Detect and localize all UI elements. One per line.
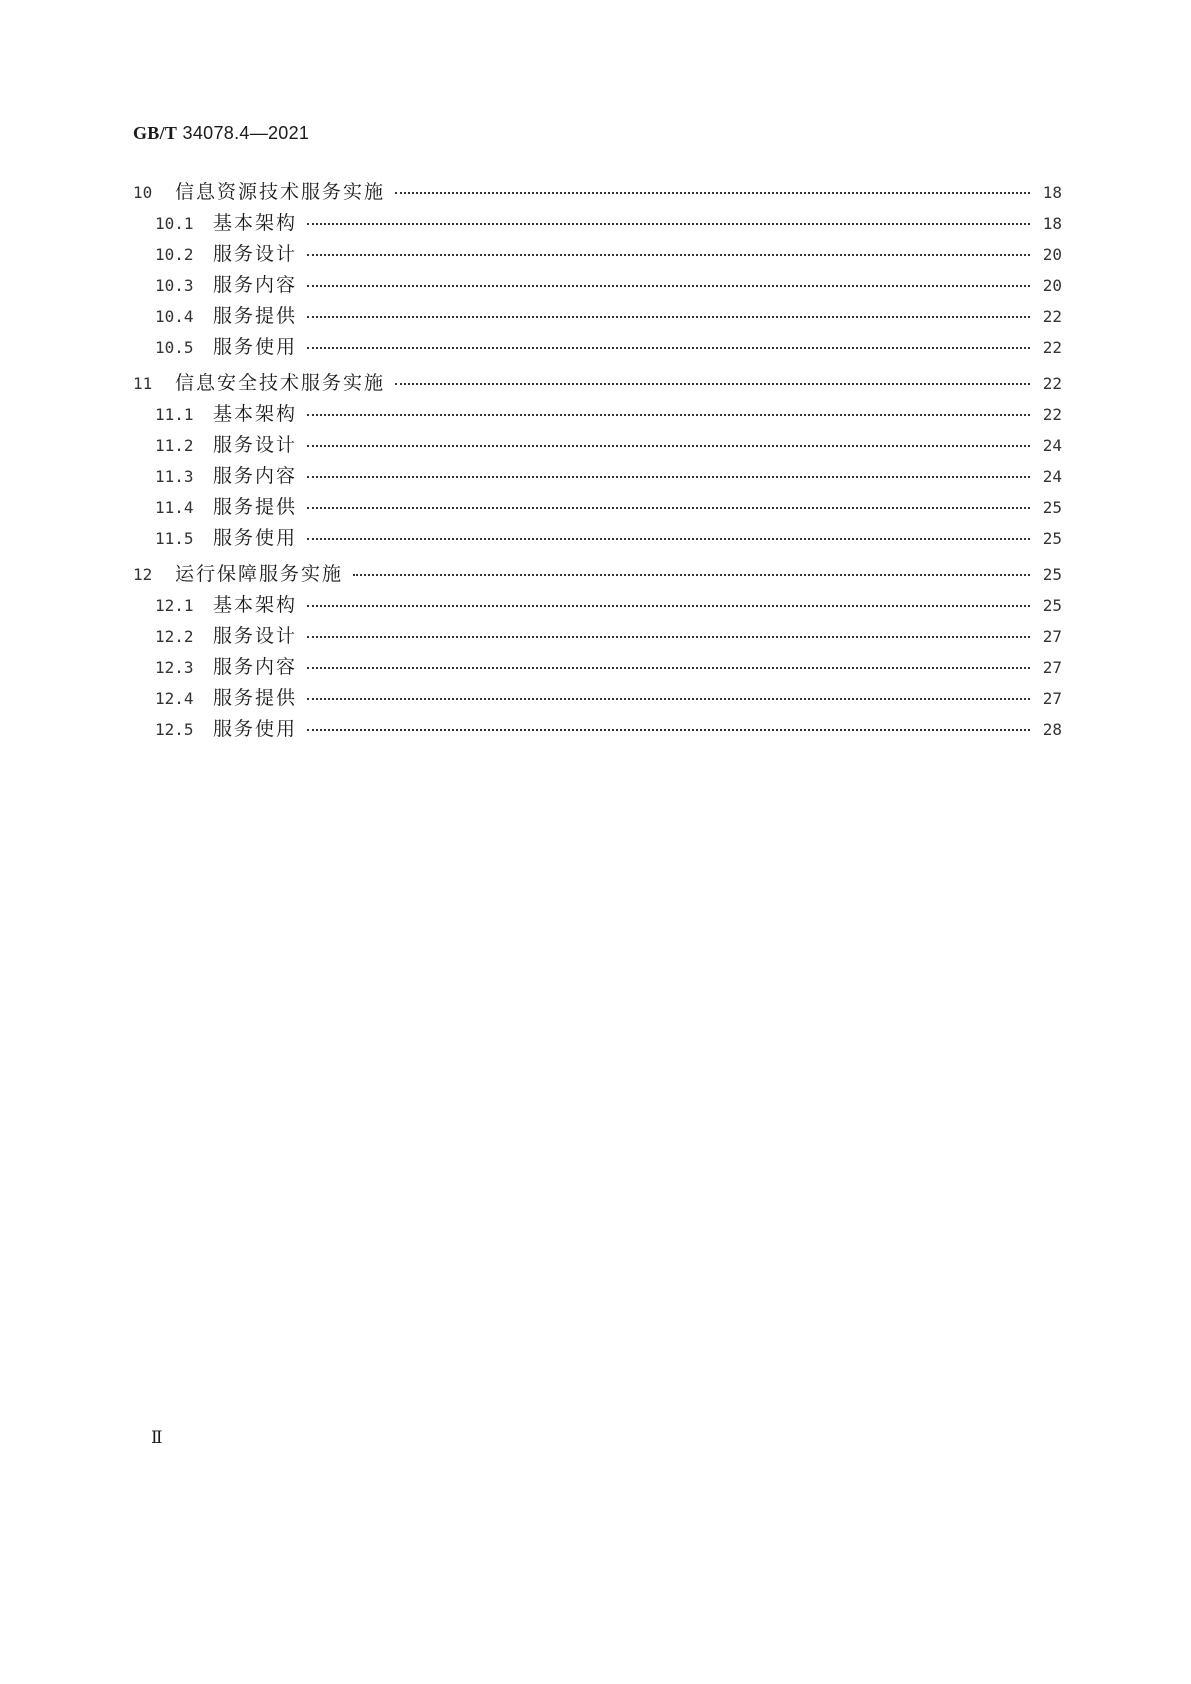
toc-dot-leader [307,667,1030,669]
page-number: Ⅱ [151,1428,163,1448]
toc-entry-page: 22 [1042,307,1062,326]
toc-dot-leader [307,538,1030,540]
toc-entry-title: 信息资源技术服务实施 [175,181,386,203]
toc-dot-leader [307,476,1030,478]
toc-dot-leader [353,574,1030,576]
toc-dot-leader [395,383,1030,385]
toc-dot-leader [307,729,1030,731]
toc-section-entry[interactable] [133,714,1062,745]
toc-entry-number: 12.2 [155,627,194,646]
toc-entry-title: 服务提供 [213,496,298,518]
toc-entry-number: 10.3 [155,276,194,295]
toc-dot-leader [395,192,1030,194]
toc-entry-title: 服务设计 [213,243,298,265]
toc-section-entry[interactable] [133,208,1062,239]
toc-entry-title: 服务提供 [213,687,298,709]
toc-dot-leader [307,316,1030,318]
toc-entry-number: 12.4 [155,689,194,708]
toc-entry-page: 27 [1042,689,1062,708]
toc-entry-title: 服务设计 [213,434,298,456]
toc-dot-leader [307,507,1030,509]
toc-section-entry[interactable] [133,301,1062,332]
toc-section-entry[interactable] [133,239,1062,270]
toc-entry-page: 28 [1042,720,1062,739]
toc-entry-number: 11.2 [155,436,194,455]
toc-dot-leader [307,445,1030,447]
standard-prefix: GB/T [133,123,178,143]
toc-dot-leader [307,254,1030,256]
toc-entry-title: 服务使用 [213,718,298,740]
document-header [133,123,309,144]
toc-entry-page: 25 [1042,529,1062,548]
toc-entry-title: 信息安全技术服务实施 [175,372,386,394]
toc-dot-leader [307,636,1030,638]
toc-entry-page: 20 [1042,276,1062,295]
toc-entry-title: 服务提供 [213,305,298,327]
toc-entry-number: 11.1 [155,405,194,424]
toc-entry-page: 18 [1042,214,1062,233]
toc-chapter-entry[interactable] [133,368,1062,399]
toc-entry-title: 服务使用 [213,527,298,549]
toc-section-entry[interactable] [133,621,1062,652]
toc-section-entry[interactable] [133,399,1062,430]
toc-entry-title: 服务内容 [213,274,298,296]
toc-entry-title: 基本架构 [213,403,298,425]
toc-dot-leader [307,414,1030,416]
toc-entry-page: 25 [1042,498,1062,517]
toc-entry-number: 11.3 [155,467,194,486]
toc-entry-page: 22 [1042,374,1062,393]
toc-entry-number: 10.5 [155,338,194,357]
toc-entry-number: 11.5 [155,529,194,548]
toc-entry-page: 22 [1042,338,1062,357]
toc-section-entry[interactable] [133,492,1062,523]
toc-section-entry[interactable] [133,430,1062,461]
toc-dot-leader [307,347,1030,349]
toc-entry-page: 25 [1042,565,1062,584]
toc-entry-number: 11 [133,374,153,393]
table-of-contents [133,177,1062,745]
toc-dot-leader [307,285,1030,287]
toc-entry-title: 基本架构 [213,594,298,616]
toc-entry-page: 27 [1042,627,1062,646]
toc-dot-leader [307,223,1030,225]
toc-chapter-entry[interactable] [133,559,1062,590]
toc-section-entry[interactable] [133,683,1062,714]
toc-entry-page: 24 [1042,467,1062,486]
toc-entry-number: 10.4 [155,307,194,326]
toc-entry-number: 12.5 [155,720,194,739]
toc-entry-number: 10.2 [155,245,194,264]
toc-entry-page: 22 [1042,405,1062,424]
toc-entry-number: 11.4 [155,498,194,517]
toc-entry-title: 服务使用 [213,336,298,358]
toc-section-entry[interactable] [133,523,1062,554]
toc-dot-leader [307,698,1030,700]
toc-entry-number: 12 [133,565,153,584]
toc-section-entry[interactable] [133,461,1062,492]
toc-section-entry[interactable] [133,270,1062,301]
toc-entry-number: 12.1 [155,596,194,615]
toc-entry-title: 运行保障服务实施 [175,563,344,585]
toc-entry-title: 服务内容 [213,465,298,487]
toc-section-entry[interactable] [133,332,1062,363]
toc-entry-number: 10.1 [155,214,194,233]
toc-entry-title: 服务内容 [213,656,298,678]
toc-section-entry[interactable] [133,652,1062,683]
toc-entry-page: 18 [1042,183,1062,202]
toc-section-entry[interactable] [133,590,1062,621]
toc-entry-page: 25 [1042,596,1062,615]
toc-entry-page: 20 [1042,245,1062,264]
toc-entry-number: 10 [133,183,153,202]
toc-chapter-entry[interactable] [133,177,1062,208]
toc-entry-title: 服务设计 [213,625,298,647]
toc-entry-page: 27 [1042,658,1062,677]
toc-entry-number: 12.3 [155,658,194,677]
toc-dot-leader [307,605,1030,607]
standard-number: 34078.4—2021 [182,123,310,143]
toc-entry-title: 基本架构 [213,212,298,234]
toc-entry-page: 24 [1042,436,1062,455]
